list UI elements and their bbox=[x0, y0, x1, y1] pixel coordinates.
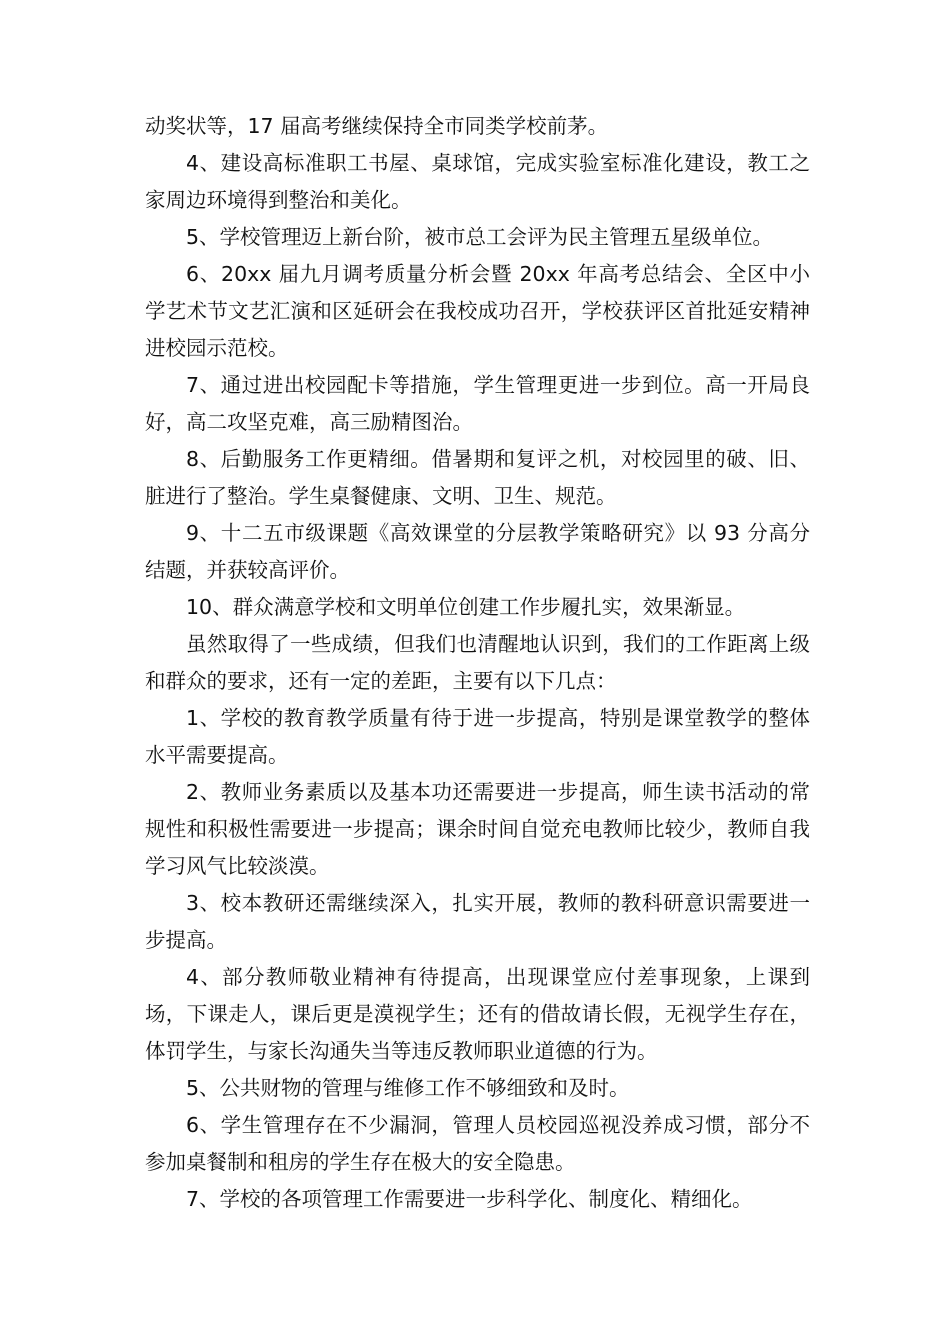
paragraph-item-7-student-management: 7、通过进出校园配卡等措施，学生管理更进一步到位。高一开局良好，高二攻坚克难，高三励精图治。 bbox=[145, 373, 810, 434]
paragraph-item-9-research: 9、十二五市级课题《高效课堂的分层教学策略研究》以 93 分高分结题，并获较高评价。 bbox=[145, 521, 810, 582]
paragraph-item-10-civilization: 10、群众满意学校和文明单位创建工作步履扎实，效果渐显。 bbox=[186, 595, 746, 619]
paragraph-continued: 动奖状等，17 届高考继续保持全市同类学校前茅。 bbox=[145, 114, 609, 138]
paragraph-issue-3: 3、校本教研还需继续深入，扎实开展，教师的教科研意识需要进一步提高。 bbox=[145, 891, 810, 952]
paragraph-issue-5: 5、公共财物的管理与维修工作不够细致和及时。 bbox=[186, 1076, 630, 1100]
paragraph-item-8-logistics: 8、后勤服务工作更精细。借暑期和复评之机，对校园里的破、旧、脏进行了整治。学生桌餐健康、文明、卫生、规范。 bbox=[145, 447, 810, 508]
paragraph-issue-4: 4、部分教师敬业精神有待提高，出现课堂应付差事现象，上课到场，下课走人，课后更是漠视学生；还有的借故请长假，无视学生存在，体罚学生，与家长沟通失当等违反教师职业道德的行为。 bbox=[145, 965, 810, 1063]
paragraph-issue-7: 7、学校的各项管理工作需要进一步科学化、制度化、精细化。 bbox=[186, 1187, 753, 1211]
paragraph-issue-2: 2、教师业务素质以及基本功还需要进一步提高，师生读书活动的常规性和积极性需要进一步提高；课余时间自觉充电教师比较少，教师自我学习风气比较淡漠。 bbox=[145, 780, 810, 878]
paragraph-item-5-management: 5、学校管理迈上新台阶，被市总工会评为民主管理五星级单位。 bbox=[186, 225, 774, 249]
paragraph-shortcomings-intro: 虽然取得了一些成绩，但我们也清醒地认识到，我们的工作距离上级和群众的要求，还有一定的差距，主要有以下几点： bbox=[145, 632, 810, 693]
paragraph-item-4-staff-facilities: 4、建设高标准职工书屋、桌球馆，完成实验室标准化建设，教工之家周边环境得到整治和美化。 bbox=[145, 151, 810, 212]
document-body bbox=[145, 108, 810, 1218]
paragraph-item-6-meetings: 6、20xx 届九月调考质量分析会暨 20xx 年高考总结会、全区中小学艺术节文艺汇演和区延研会在我校成功召开，学校获评区首批延安精神进校园示范校。 bbox=[145, 262, 810, 360]
paragraph-issue-1: 1、学校的教育教学质量有待于进一步提高，特别是课堂教学的整体水平需要提高。 bbox=[145, 706, 810, 767]
paragraph-issue-6: 6、学生管理存在不少漏洞，管理人员校园巡视没养成习惯，部分不参加桌餐制和租房的学生存在极大的安全隐患。 bbox=[145, 1113, 810, 1174]
